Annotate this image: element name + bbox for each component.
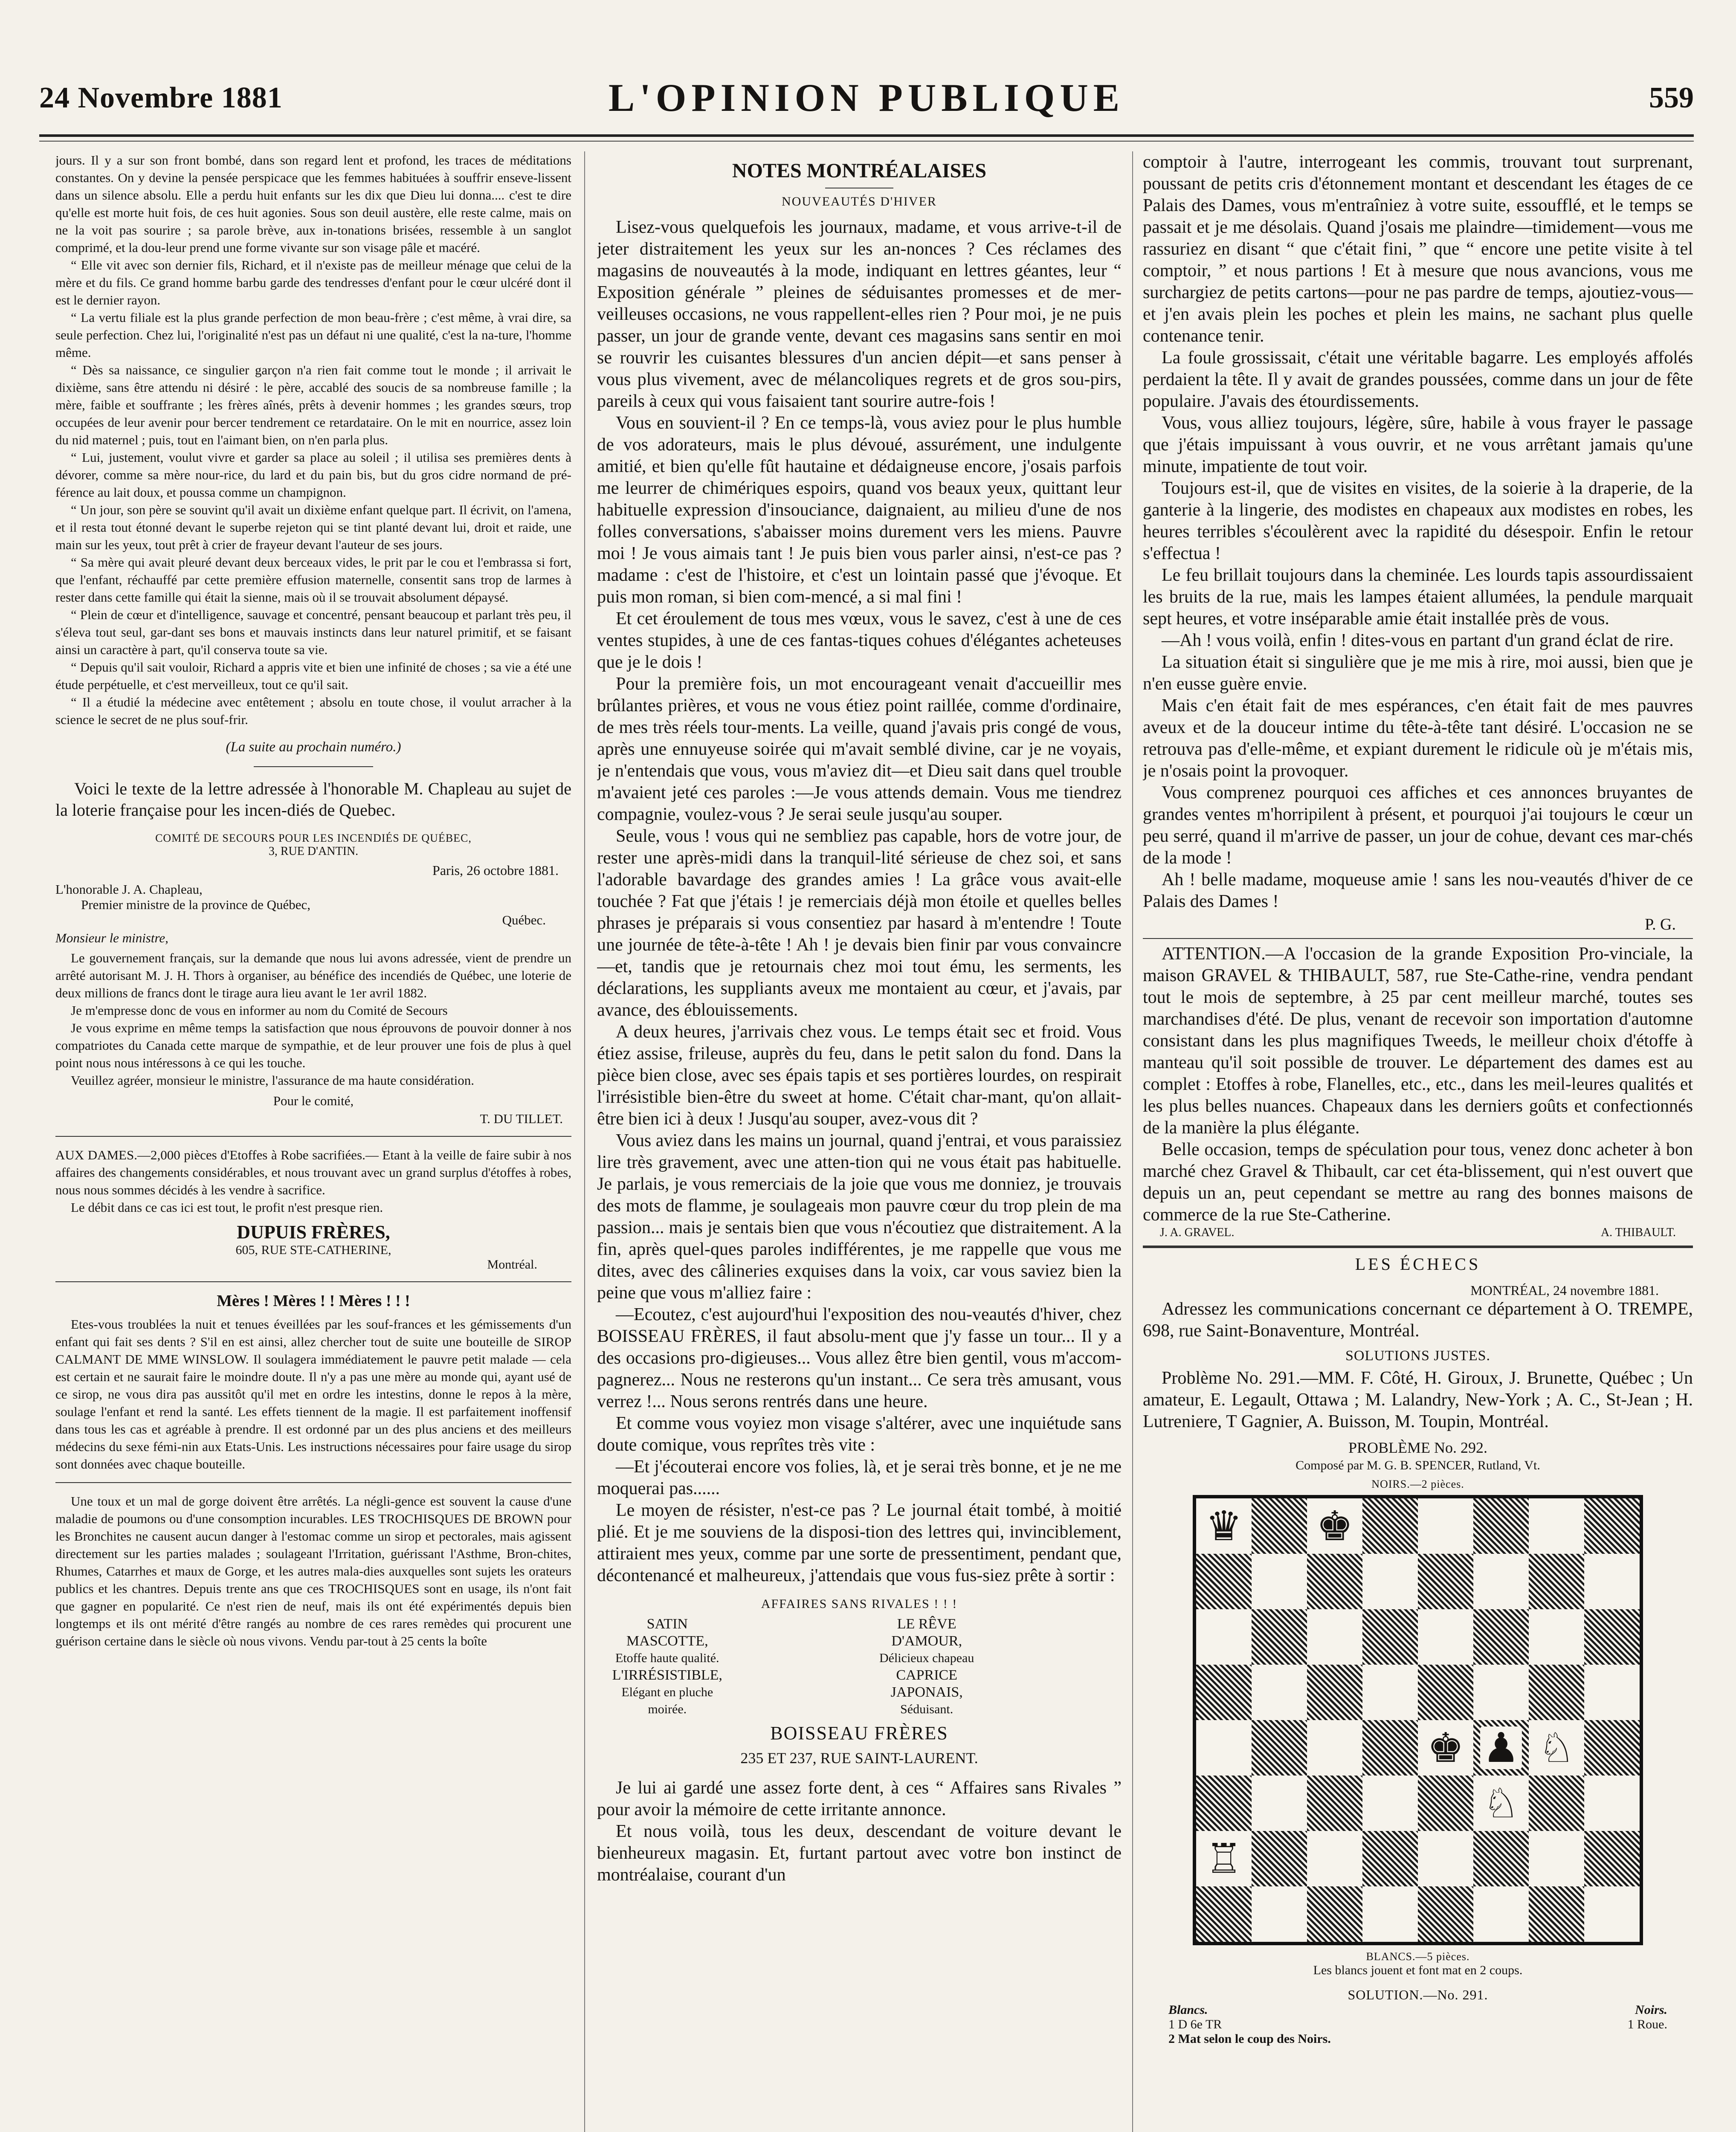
board-square: [1473, 1609, 1529, 1665]
paragraph: A deux heures, j'arrivais chez vous. Le temps était sec et froid. Vous étiez assise, frileuse, auprès du feu, dans le petit salon du fond. Dans la pièce bien close, avec ses épais tapis et ses portières lourdes, on respirait l'irrésistible bien-être du sweet at home. C'était char-mant, qu'on allait-être bien ici à deux ! Jusqu'au souper, avez-vous dit ?: [597, 1022, 1122, 1129]
board-square: [1252, 1886, 1307, 1942]
boisseau-address: 235 ET 237, RUE SAINT-LAURENT.: [740, 1750, 978, 1767]
board-square: [1307, 1886, 1362, 1942]
recipient-name: L'honorable J. A. Chapleau,: [55, 882, 203, 897]
ad-line: Etoffe haute qualité.: [615, 1651, 719, 1665]
paragraph: Toujours est-il, que de visites en visites, de la soierie à la draperie, de la ganterie à la lingerie, des modistes en chapeaux aux modistes en robes, les heures terribles s'écoulèrent avec la rapidité du désespoir. Enfin le retour s'effectua !: [1143, 478, 1693, 563]
board-square: [1418, 1498, 1473, 1554]
paragraph: Pour la première fois, un mot encourageant venait d'accueillir mes brûlantes prières, et vous ne vous étiez point raillée, comme d'ordinaire, de mes très réels tour-ments. La veille, quand j'avais pris congé de vous, après une ennuyeuse soirée qui m'avait semblé divine, car je ne voyais, je n'entendais que vous, vous m'aviez dit—et Dieu sait dans quel trouble m'avaient jeté ces paroles :—Je vous attends demain. Vous me tiendrez compagnie, voulez-vous ? Je serai seule jusqu'au souper.: [597, 674, 1122, 824]
problem-instruction: Les blancs jouent et font mat en 2 coups.: [1313, 1963, 1523, 1977]
paragraph: “ Depuis qu'il sait vouloir, Richard a appris vite et bien une infinité de choses ; sa vie a été une étude perpétuelle, et c'est merveilleux, tout ce qu'il sait.: [55, 660, 571, 692]
white-pieces-label: BLANCS.—5 pièces.: [1366, 1950, 1470, 1963]
board-square: [1584, 1665, 1640, 1720]
board-square: [1362, 1498, 1418, 1554]
signature-left: J. A. GRAVEL.: [1160, 1226, 1235, 1239]
board-square: [1252, 1665, 1307, 1720]
ad-line: Séduisant.: [900, 1702, 953, 1716]
paragraph: Vous, vous alliez toujours, légère, sûre, habile à vous frayer le passage que j'étais impuissant à vous ouvrir, et ne vous arrêtant jamais qu'une minute, impatiente de tout voir.: [1143, 413, 1693, 476]
letter-date: Paris, 26 octobre 1881.: [432, 863, 559, 878]
board-square: [1252, 1609, 1307, 1665]
paragraph: Vous aviez dans les mains un journal, quand j'entrai, et vous paraissiez lire très gravement, avec une atten-tion qui ne vous était pas habituelle. Je parlais, je vous remerciais de la joie que vous me donniez, je trouvais des mots de flamme, je soulageais mon pauvre cœur du trop plein de ma passion... mais je sentais bien que vous n'écoutiez que distraitement. A la fin, après quel-ques paroles indifférentes, je me rappelle que vous me dites, avec des câlineries exquises dans la voix, car vous saviez bien la peine que vous m'alliez faire :: [597, 1131, 1122, 1303]
letter-intro: Voici le texte de la lettre adressée à l'honorable M. Chapleau au sujet de la loterie française pour les incen-diés de Quebec.: [55, 779, 571, 820]
ad-right: [869, 1616, 1109, 1718]
ad-line: Délicieux chapeau: [879, 1651, 974, 1665]
ad-items: [610, 1616, 1109, 1718]
paragraph: “ Sa mère qui avait pleuré devant deux berceaux vides, le prit par le cou et l'embrassa si fort, que l'enfant, réchauffé par cette première effusion maternelle, consentit sans trop de larmes à rester dans cette famille qui était la sienne, mais où il se trouvait absolument dépaysé.: [55, 555, 571, 605]
paragraph: “ Il a étudié la médecine avec entêtement ; absolu en toute chose, il voulut arracher à la science le secret de ne plus souf-frir.: [55, 695, 571, 727]
problem-author: Composé par M. G. B. SPENCER, Rutland, Vt.: [1295, 1458, 1540, 1472]
masthead: [39, 72, 1694, 132]
paragraph: Vous comprenez pourquoi ces affiches et ces annonces bruyantes de grandes ventes m'horripilent à présent, et pourquoi j'ai toujours le cœur un peu serré, quand il m'arrive de passer, un jour de cohue, devant ces mar-chés de la mode !: [1143, 783, 1693, 868]
masthead-rule-thin: [39, 141, 1694, 142]
chess-title: LES ÉCHECS: [1355, 1254, 1481, 1274]
chess-section: [1143, 1254, 1693, 2046]
letter-closing: Pour le comité,: [273, 1093, 354, 1108]
paragraph: Je vous exprime en même temps la satisfaction que nous éprouvons de pouvoir donner à nos compatriotes du Canada cette marque de sympathie, et de leur prouver une fois de plus à quel point nous nous intéressons à ce qui les touche.: [55, 1020, 571, 1070]
paragraph: “ La vertu filiale est la plus grande perfection de mon beau-frère ; c'est même, à vrai dire, sa seule perfection. Chez lui, l'originalité n'est pas un défaut ni une qualité, c'est la na-ture, l'homme même.: [55, 310, 571, 360]
divider: [1143, 1246, 1693, 1248]
article-title: NOTES MONTRÉALAISES: [732, 159, 987, 182]
board-square: [1529, 1720, 1584, 1776]
board-square: [1362, 1720, 1418, 1776]
gravel-signatures: [1143, 1226, 1693, 1240]
letter-signature: T. DU TILLET.: [480, 1111, 563, 1126]
paragraph: —Et j'écouterai encore vos folies, là, et je serai très bonne, et je ne me moquerai pas......: [597, 1457, 1122, 1498]
ad-line: CAPRICE JAPONAIS,: [890, 1667, 963, 1700]
ad-line: L'IRRÉSISTIBLE,: [612, 1667, 722, 1683]
board-square: [1584, 1554, 1640, 1609]
paragraph: Seule, vous ! vous qui ne sembliez pas capable, hors de votre jour, de rester une après-midi dans la tranquil-lité sérieuse de chez soi, et sans l'adorable bavardage des grandes amies ! La grâce vous avait-elle touchée ? Fat que j'étais ! je remerciais déjà mon étoile et quelles belles phrases je préparais si vous consentiez par hasard à m'entendre ! Toute une journée de tête-à-tête ! Ah ! je devais bien finir par vous convaincre—et, tandis que je retournais chez moi tout ému, les serments, les déclarations, les suppliants aveux me montaient au cœur, et j'avais, par avance, des éblouissements.: [597, 826, 1122, 1020]
solution-title: SOLUTION.—No. 291.: [1348, 1987, 1488, 2002]
board-square: [1252, 1554, 1307, 1609]
board-square: [1529, 1498, 1584, 1554]
board-square: [1529, 1665, 1584, 1720]
continued-note: (La suite au prochain numéro.): [226, 739, 401, 755]
board-square: [1196, 1831, 1252, 1886]
paragraph: “ Plein de cœur et d'intelligence, sauvage et concentré, pensant beaucoup et parlant très peu, il s'éleva tout seul, gar-dant ses bons et mauvais instincts dans leur naturel primitif, et se faisant ainsi un caractère à part, qu'il conserva toute sa vie.: [55, 607, 571, 657]
board-square: [1473, 1831, 1529, 1886]
board-square: [1418, 1665, 1473, 1720]
paragraph: Le gouvernement français, sur la demande que nous lui avons adressée, vient de prendre un arrêté autorisant M. J. H. Thors à organiser, au bénéfice des incendiés de Québec, une loterie de deux millions de francs dont le tirage aura lieu avant le 1er avril 1882.: [55, 950, 571, 1000]
committee-address: 3, RUE D'ANTIN.: [268, 845, 359, 858]
masthead-rule: [39, 134, 1694, 137]
board-square: [1529, 1831, 1584, 1886]
ad-text: Le débit dans ce cas ici est tout, le profit n'est presque rien.: [71, 1200, 383, 1215]
gravel-ad: [1143, 943, 1693, 1240]
board-square: [1473, 1886, 1529, 1942]
newspaper-title: L'OPINION PUBLIQUE: [608, 76, 1125, 119]
board-square: [1529, 1554, 1584, 1609]
black-king-icon: ♚: [1425, 1726, 1466, 1769]
paragraph: Lisez-vous quelquefois les journaux, madame, et vous arrive-t-il de jeter distraitement les yeux sur les an-nonces ? Ces réclames des magasins de nouveautés à la mode, indiquant en lettres géantes, leur “ Exposition générale ” pleines de séduisantes promesses et de mer-veilleuses occasions, ne vous rappellent-elles rien ? Pour moi, je ne puis passer, un jour de grande vente, devant ces magasins sans sentir en moi se rouvrir les cuisantes blessures d'un ancien dépit—et sans penser à vous plus vivement, avec de mélancoliques regrets et de gros sou-pirs, pareils à ceux qui vous faisaient tant sourire autre-fois !: [597, 217, 1122, 411]
ad-line: SATIN MASCOTTE,: [626, 1616, 708, 1649]
column-1: [55, 151, 571, 2132]
divider: [254, 766, 373, 767]
board-square: [1529, 1886, 1584, 1942]
board-square: [1196, 1554, 1252, 1609]
meres-title: Mères ! Mères ! ! Mères ! ! !: [217, 1292, 410, 1310]
solutions-title: SOLUTIONS JUSTES.: [1345, 1348, 1491, 1364]
divider: [55, 1482, 571, 1483]
article-signature: P. G.: [1645, 915, 1676, 933]
meres-ad: [55, 1292, 571, 1473]
chess-date: MONTRÉAL, 24 novembre 1881.: [1470, 1283, 1659, 1298]
ad-left: [610, 1616, 849, 1718]
paragraph: Le moyen de résister, n'est-ce pas ? Le journal était tombé, à moitié plié. Et je me souviens de la disposi-tion des lettres qui, invinciblement, attiraient mes yeux, comme par une sorte de pressentiment, pendant que, décontenancé et malheureux, j'attendais que vous fus-siez prête à sortir :: [597, 1501, 1122, 1585]
board-square: [1307, 1831, 1362, 1886]
solutions-text: Problème No. 291.—MM. F. Côté, H. Giroux, J. Brunette, Québec ; Un amateur, E. Legault, Ottawa ; M. Lalandry, New-York ; A. C., St-Jean ; H. Lutreniere, T Gagnier, A. Buisson, M. Toupin, Montréal.: [1143, 1368, 1693, 1431]
board-square: [1362, 1665, 1418, 1720]
board-square: [1307, 1665, 1362, 1720]
board-square: [1252, 1498, 1307, 1554]
black-king-icon: ♚: [1314, 1505, 1356, 1547]
ad-headline: AFFAIRES SANS RIVALES ! ! !: [761, 1597, 958, 1611]
solution-header: [1143, 2003, 1693, 2017]
board-square: [1584, 1498, 1640, 1554]
paragraph: La situation était si singulière que je me mis à rire, moi aussi, bien que je n'en eusse guère envie.: [1143, 652, 1693, 694]
board-square: [1362, 1609, 1418, 1665]
ad-text: Etes-vous troublées la nuit et tenues éveillées par les souf-frances et les gémissements d'un enfant qui fait ses dents ? S'il en est ainsi, allez chercher tout de suite une bouteille de SIROP CALMANT DE MME WINSLOW. Il soulagera immédiatement le pauvre petit malade — cela est certain et ne saurait faire le moindre doute. Il n'y a pas une mère au monde qui, ayant usé de ce sirop, ne vous dira pas aussitôt qu'il met en ordre les intestins, donne le repos à la mère, soulage l'enfant et rend la santé. Les effets tiennent de la magie. Il est parfaitement inoffensif dans tous les cas et agréable à prendre. Il est ordonné par un des plus anciens et des meilleurs médecins du sexe fémi-nin aux Etats-Unis. Les instructions nécessaires pour faire usage du sirop sont données avec chaque bouteille.: [55, 1317, 571, 1472]
board-square: [1418, 1554, 1473, 1609]
chess-board: [1193, 1495, 1643, 1945]
divider: [1143, 938, 1693, 939]
white-knight-icon: ♘: [1480, 1782, 1522, 1825]
letter-section: [55, 778, 571, 1127]
solution-black-label: Noirs.: [1635, 2003, 1667, 2017]
signature-right: A. THIBAULT.: [1600, 1226, 1676, 1239]
paragraph: Je m'empresse donc de vous en informer au nom du Comité de Secours: [71, 1003, 448, 1018]
article-subtitle: NOUVEAUTÉS D'HIVER: [782, 194, 937, 209]
black-pawn-icon: ♟: [1480, 1726, 1522, 1769]
board-square: [1196, 1720, 1252, 1776]
board-square: [1362, 1776, 1418, 1831]
dupuis-ad: [55, 1146, 571, 1272]
issue-date: 24 Novembre 1881: [39, 81, 283, 114]
ad-text: AUX DAMES.—2,000 pièces d'Etoffes à Robe sacrifiées.— Etant à la veille de faire subir à nos affaires des changements considérables, et nous trouvant avec un grand surplus d'étoffes à robes, nous nous sommes décidés à les vendre à sacrifice.: [55, 1147, 571, 1197]
paragraph: Je lui ai gardé une assez forte dent, à ces “ Affaires sans Rivales ” pour avoir la mémoire de cette irritante annonce.: [597, 1778, 1122, 1819]
solution-white-label: Blancs.: [1168, 2003, 1208, 2017]
solution-white-move: 1 D 6e TR: [1168, 2017, 1222, 2031]
divider: [55, 1136, 571, 1137]
paragraph: Et nous voilà, tous les deux, descendant de voiture devant le bienheureux magasin. Et, furtant partout avec votre bon instinct de montréalaise, courant d'un: [597, 1822, 1122, 1885]
paragraph: Mais c'en était fait de mes espérances, c'en était fait de mes pauvres aveux et de la douceur intime du tête-à-tête tant désiré. L'occasion ne se retrouva pas d'elle-même, et expiant durement le ridicule où je m'étais mis, je n'osais point la provoquer.: [1143, 696, 1693, 781]
ad-line: LE RÊVE D'AMOUR,: [891, 1616, 962, 1649]
board-square: [1307, 1498, 1362, 1554]
page-number: 559: [1649, 81, 1694, 114]
column-2: [597, 151, 1122, 2132]
board-square: [1584, 1609, 1640, 1665]
paragraph: Veuillez agréer, monsieur le ministre, l'assurance de ma haute considération.: [71, 1073, 475, 1088]
white-rook-icon: ♖: [1203, 1837, 1245, 1880]
committee-name: COMITÉ DE SECOURS POUR LES INCENDIÉS DE QUÉBEC,: [155, 832, 472, 844]
paragraph: Le feu brillait toujours dans la cheminée. Les lourds tapis assourdissaient les bruits de la rue, mais les lampes étaient allumées, la pendule marquait sept heures, et votre inséparable amie était installée près de vous.: [1143, 565, 1693, 629]
solution-move-2: 2 Mat selon le coup des Noirs.: [1168, 2032, 1331, 2046]
board-square: [1196, 1609, 1252, 1665]
paragraph: “ Elle vit avec son dernier fils, Richard, et il n'existe pas de meilleur ménage que celui de la mère et du fils. Ce grand homme barbu garde des tendresses d'enfant pour le cœur ulcéré dont il est le dernier rayon.: [55, 258, 571, 307]
ad-text: Belle occasion, temps de spéculation pour tous, venez donc acheter à bon marché chez Gravel & Thibault, car cet éta-blissement, qui n'est ouvert que depuis un an, peut cependant se mettre au rang des bonnes maisons de commerce de la rue Ste-Catherine.: [1143, 1140, 1693, 1225]
board-square: [1473, 1554, 1529, 1609]
recipient-city: Québec.: [502, 912, 546, 927]
board-square: [1529, 1609, 1584, 1665]
salutation: Monsieur le ministre,: [55, 930, 168, 945]
board-square: [1196, 1498, 1252, 1554]
paragraph: comptoir à l'autre, interrogeant les commis, trouvant tout surprenant, poussant de petits cris d'étonnement montant et descendant les étages de ce Palais des Dames, vous m'entraîniez à votre suite, essoufflé, et le temps se passait et je me désolais. Quand j'osais me plaindre—timidement—vous me rassuriez en disant “ que c'était fini, ” que “ encore une petite visite à tel comptoir, ” et nous partions ! Et à mesure que nous avancions, vous me surchargiez de petits cartons—pour ne pas pardre de temps, ajoutiez-vous—et j'en avais plein les poches et plein les mains, ne sachant plus quelle contenance tenir.: [1143, 152, 1693, 346]
trochisques-ad: [55, 1492, 571, 1650]
paragraph: Et comme vous voyiez mon visage s'altérer, avec une inquiétude sans doute comique, vous reprîtes très vite :: [597, 1414, 1122, 1455]
board-square: [1307, 1554, 1362, 1609]
board-square: [1418, 1720, 1473, 1776]
board-square: [1529, 1776, 1584, 1831]
paragraph: —Ecoutez, c'est aujourd'hui l'exposition des nou-veautés d'hiver, chez BOISSEAU FRÈRES, il faut absolu-ment que j'y fasse un tour... Il y a des occasions pro-digieuses... Vous allez être bien gentil, vous m'accom-pagnerez... Nous ne resterons qu'un instant... Ce sera très amusant, vous verrez !... Nous serons rentrés dans une heure.: [597, 1305, 1122, 1411]
board-square: [1252, 1720, 1307, 1776]
board-square: [1252, 1831, 1307, 1886]
paragraph: —Ah ! vous voilà, enfin ! dites-vous en partant d'un grand éclat de rire.: [1162, 631, 1674, 650]
paragraph: Ah ! belle madame, moqueuse amie ! sans les nou-veautés d'hiver de ce Palais des Dames !: [1143, 870, 1693, 911]
board-square: [1418, 1886, 1473, 1942]
embedded-ad: [610, 1597, 1109, 1767]
problem-title: PROBLÈME No. 292.: [1348, 1439, 1488, 1456]
board-square: [1196, 1776, 1252, 1831]
column-3: [1143, 151, 1693, 2132]
serial-story: [55, 151, 571, 755]
dupuis-name: DUPUIS FRÈRES,: [237, 1222, 390, 1243]
board-square: [1307, 1776, 1362, 1831]
column-divider: [1132, 151, 1133, 2132]
board-square: [1418, 1776, 1473, 1831]
black-queen-icon: ♛: [1203, 1505, 1245, 1547]
dupuis-city: Montréal.: [487, 1257, 537, 1272]
chess-address: Adressez les communications concernant ce département à O. TREMPE, 698, rue Saint-Bonaventure, Montréal.: [1143, 1299, 1693, 1341]
paragraph: Vous en souvient-il ? En ce temps-là, vous aviez pour le plus humble de vos adorateurs, mais le plus dévoué, assurément, une indulgente amitié, et bien qu'elle fût hautaine et dédaigneuse encore, j'osais parfois me leurrer de chimériques espoirs, quand vos beaux yeux, quittant leur habituelle expression d'insouciance, daignaient, au milieu d'une de nos folles conversations, s'abaisser moins durement vers les miens. Pauvre moi ! Je vous aimais tant ! Je puis bien vous parler ainsi, n'est-ce pas ? madame : c'est de l'histoire, et c'est un lointain passé que j'évoque. Et puis mon roman, si bien com-mencé, a si mal fini !: [597, 413, 1122, 607]
board-square: [1418, 1831, 1473, 1886]
board-square: [1196, 1886, 1252, 1942]
recipient-title: Premier ministre de la province de Québec,: [81, 897, 310, 912]
board-square: [1473, 1720, 1529, 1776]
board-square: [1362, 1886, 1418, 1942]
column-divider: [584, 151, 585, 2132]
paragraph: “ Lui, justement, voulut vivre et garder sa place au soleil ; il utilisa ses premières dents à dévorer, comme sa mère nour-rice, du lard et du pain bis, but du gros cidre normand de pré-férence au lait doux, et poussa comme un champignon.: [55, 450, 571, 500]
board-square: [1584, 1886, 1640, 1942]
ad-text: ATTENTION.—A l'occasion de la grande Exposition Pro-vinciale, la maison GRAVEL & THIBAULT, 587, rue Ste-Cathe-rine, vendra pendant tout le mois de septembre, à 25 par cent meilleur marché, toutes ses marchandises d'été. De plus, venant de recevoir son importation d'automne consistant dans les plus magnifiques Tweeds, le meilleur choix d'étoffe à manteau qu'il soit possible de trouver. Le département des dames est au complet : Etoffes à robe, Flanelles, etc., etc., dans les meil-leures qualités et les plus belles nuances. Chapeaux dans les derniers goûts et confectionnés de la manière la plus élégante.: [1143, 944, 1693, 1138]
board-square: [1307, 1720, 1362, 1776]
solution-black-move: 1 Roue.: [1627, 2017, 1667, 2031]
board-square: [1362, 1831, 1418, 1886]
board-square: [1584, 1720, 1640, 1776]
board-square: [1307, 1609, 1362, 1665]
board-square: [1252, 1776, 1307, 1831]
ad-text: Une toux et un mal de gorge doivent être arrêtés. La négli-gence est souvent la cause d'une maladie de poumons ou d'une consomption incurables. LES TROCHISQUES DE BROWN pour les Bronchites ne causent aucun danger à l'estomac comme un sirop et pectorales, mais agissent directement sur les parties malades ; soulageant l'Irritation, guérissant l'Asthme, Bron-chites, Rhumes, Catarrhes et maux de Gorge, et les autres mala-dies auxquelles sont sujets les orateurs publics et les chantres. Depuis trente ans que ces TROCHISQUES sont en usage, ils n'ont fait que gagner en popularité. Ce n'est rien de neuf, mais ils ont été expérimentés depuis bien longtemps et ils ont mérité d'être rangés au nombre de ces rares remèdes qui procurent une guérison certaine dans le siècle où nous vivons. Vendu par-tout à 25 cents la boîte: [55, 1494, 571, 1648]
board-square: [1418, 1609, 1473, 1665]
dupuis-address: 605, RUE STE-CATHERINE,: [235, 1243, 391, 1257]
board-square: [1473, 1665, 1529, 1720]
white-knight-icon: ♘: [1536, 1726, 1577, 1769]
board-square: [1362, 1554, 1418, 1609]
board-square: [1584, 1831, 1640, 1886]
paragraph: “ Dès sa naissance, ce singulier garçon n'a rien fait comme tout le monde ; il arrivait le dixième, sans être attendu ni désiré : le père, accablé des soucis de sa nombreuse famille ; la mère, faible et souffrante ; les frères aînés, prêts à devenir hommes ; les grandes sœurs, trop occupées de leur avenir pour bercer tendrement ce retardataire. On le mit en nourrice, assez loin du nid maternel ; puis, tout en l'aimant bien, on n'en parla plus.: [55, 362, 571, 447]
board-square: [1473, 1498, 1529, 1554]
paragraph: La foule grossissait, c'était une véritable bagarre. Les employés affolés perdaient la tête. Il y avait de grandes poussées, comme dans un jour de fête populaire. J'avais des étourdissements.: [1143, 348, 1693, 411]
paragraph: jours. Il y a sur son front bombé, dans son regard lent et profond, les traces de méditations constantes. On y devine la pensée perspicace que les femmes habituées à souffrir enseve-lissent dans un silence absolu. Elle a perdu huit enfants sur les dix que Dieu lui donna.... c'est te dire qu'elle est morte huit fois, de ces huit agonies. Sous son deuil austère, elle reste calme, mais on ne la voit pas sourire ; sa parole brève, aux in-tonations brisées, ressemble à un sanglot comprimé, et la dou-leur prend une forme vivante sur son visage pâle et macéré.: [55, 153, 571, 255]
paragraph: Et cet éroulement de tous mes vœux, vous le savez, c'est à une de ces ventes stupides, à une de ces fantas-tiques cohues d'élégantes acheteuses que je le dois !: [597, 609, 1122, 672]
black-pieces-label: NOIRS.—2 pièces.: [1371, 1478, 1464, 1490]
ad-line: Elégant en pluche moirée.: [621, 1685, 713, 1716]
divider: [55, 1281, 571, 1282]
board-square: [1196, 1665, 1252, 1720]
board-square: [1584, 1776, 1640, 1831]
boisseau-name: BOISSEAU FRÈRES: [770, 1723, 948, 1744]
solution-move-1: [1143, 2017, 1693, 2032]
board-square: [1473, 1776, 1529, 1831]
paragraph: “ Un jour, son père se souvint qu'il avait un dixième enfant quelque part. Il écrivit, on l'amena, et il resta tout étonné devant le superbe rejeton qui se tint planté devant lui, droit et raide, une main sur les yeux, tout prêt à crier de frayeur devant l'auteur de ses jours.: [55, 502, 571, 552]
